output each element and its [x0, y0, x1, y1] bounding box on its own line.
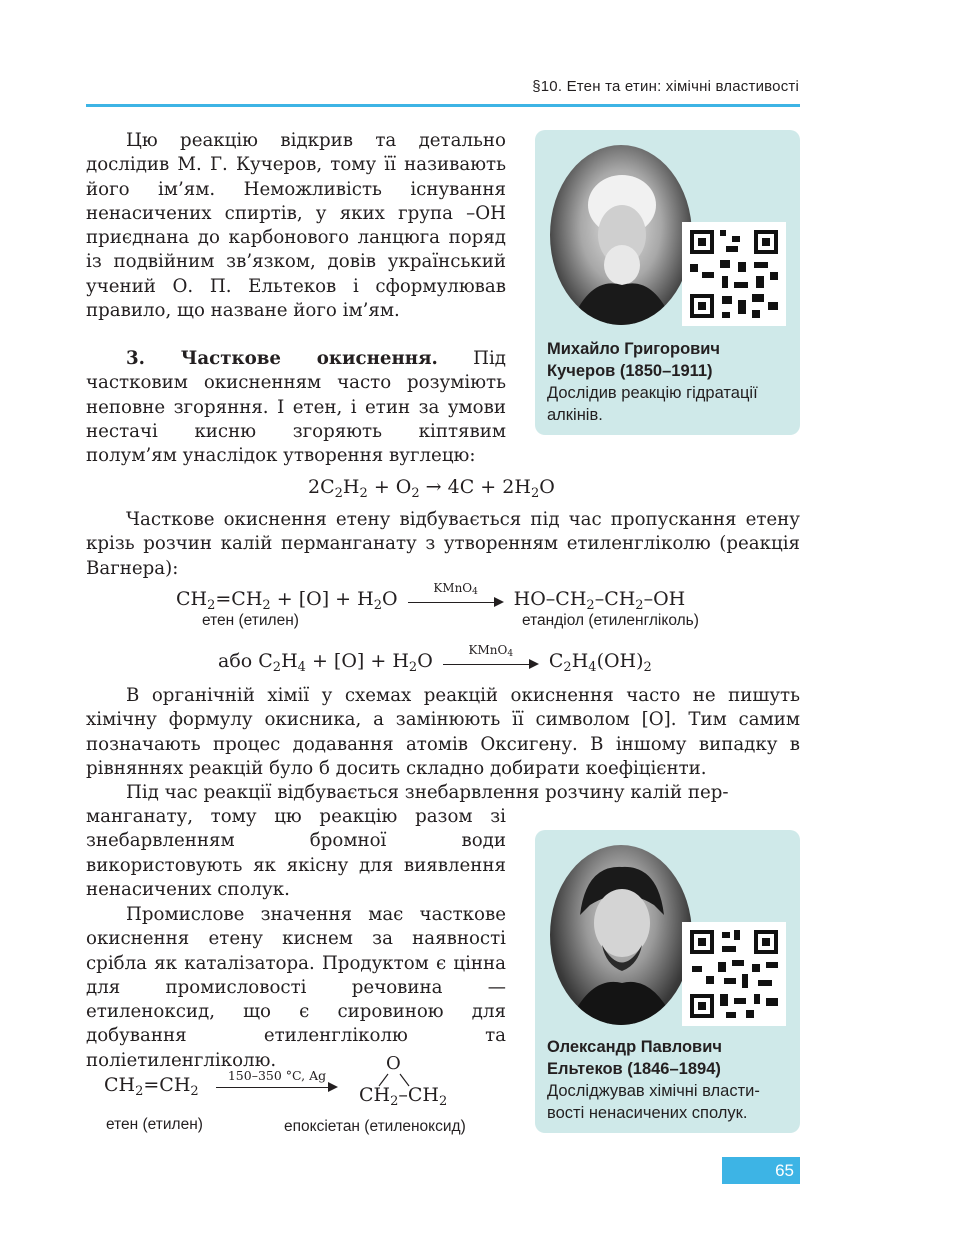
card-desc-line2: алкінів. [547, 406, 603, 424]
card-desc-line1: Досліджував хімічні власти- [547, 1082, 760, 1100]
paragraph-2-text: Під частковим окисненням часто розуміють неповне згоряння. І етен, і етин за умови нестачі кисню згоряють кіптявим полум’ям унаслідок утворення вуглецю: [86, 348, 506, 467]
section-heading: 3. Часткове окиснення. [126, 348, 438, 369]
paragraph-4-text: В органічній хімії у схемах реакцій окиснення часто не пишуть хімічну формулу окисника, а замінюють її символом [O]. Тим самим позначають процес додавання атомів Оксигену. В іншому випадку в рівняннях реакцій було б досить складно добирати коефіцієнти. [86, 685, 800, 779]
paragraph-4 [86, 684, 800, 781]
paragraph-3 [86, 508, 800, 581]
reaction-arrow: KMnO$_4$ [408, 589, 504, 611]
arrow-condition: 150–350 °C, Ag [227, 1068, 327, 1083]
paragraph-1-text: Цю реакцію відкрив та детально дослідив М. Г. Кучеров, тому її називають його ім’ям. Неможливість існування ненасичених спиртів, у яких група –OH приєднана до карбонового ланцюга поряд із подвійним зв’язком, довів український учений О. П. Ельтеков і сформулював правило, що назване його ім’ям. [86, 130, 506, 322]
card-desc-line1: Дослідив реакцію гідратації [547, 384, 758, 402]
equation-epoxidation-right: $CH_2-CH_2$ [359, 1084, 448, 1109]
caption-epoxyethane: епоксіетан (етиленоксид) [284, 1118, 466, 1135]
portrait-eltekov [550, 845, 692, 1025]
epoxide-oxygen: O [386, 1053, 401, 1074]
paragraph-6-text: Промислове значення має часткове окиснення етену киснем за наявності срібла як каталізатора. Продуктом є цінна для промисловості речовина — етиленоксид, що є сировиною для добування етиленгліколю та поліетиленгліколю. [86, 904, 506, 1071]
card-name-line2: Ельтеков (1846–1894) [547, 1060, 721, 1078]
equation-wagner: $CH_2=CH_2 + [O] + H_2O$ KMnO$_4$ $HO-CH_2-CH_2-OH$ [176, 581, 686, 613]
paragraph-6 [86, 903, 506, 1073]
qr-code[interactable] [682, 222, 786, 326]
paragraph-3-text: Часткове окиснення етену відбувається під час пропускання етену крізь розчин калій перманганату з утворенням етиленгліколю (реакція Вагнера): [86, 509, 800, 579]
paragraph-5a [86, 781, 800, 805]
paragraph-1 [86, 129, 506, 323]
paragraph-5a-text: Під час реакції відбувається знебарвлення розчину калій пер- [126, 782, 729, 803]
bio-card-kucherov [535, 130, 800, 435]
equation-epoxidation-left: $CH_2=CH_2$ [104, 1074, 199, 1099]
running-header: §10. Етен та етин: хімічні властивості [532, 78, 799, 95]
portrait-kucherov [550, 145, 692, 325]
qr-code[interactable] [682, 922, 786, 1026]
card-name-line2: Кучеров (1850–1911) [547, 362, 713, 380]
equation-wagner-short: або $C_2H_4 + [O] + H_2O$ KMnO$_4$ $C_2H_4(OH)_2$ [218, 643, 652, 675]
caption-ethene: етен (етилен) [202, 612, 299, 629]
bio-card-eltekov [535, 830, 800, 1133]
caption-ethanediol: етандіол (етиленгліколь) [522, 612, 699, 629]
paragraph-2 [86, 347, 506, 468]
card-name-line1: Олександр Павлович [547, 1038, 722, 1056]
paragraph-5b [86, 805, 506, 902]
card-name-line1: Михайло Григорович [547, 340, 721, 358]
paragraph-5b-text: манганату, тому цю реакцію разом зі знебарвленням бромної води використовують як якісну для виявлення ненасичених сполук. [86, 806, 506, 900]
page-number: 65 [722, 1157, 800, 1184]
equation-combustion: $2C_2H_2 + O_2 \to 4C + 2H_2O$ [308, 476, 555, 501]
header-rule [86, 104, 800, 107]
caption-ethene-2: етен (етилен) [106, 1116, 203, 1133]
card-desc-line2: вості ненасичених сполук. [547, 1104, 748, 1122]
epoxidation-arrow [216, 1068, 338, 1092]
reaction-arrow: KMnO$_4$ [443, 651, 539, 673]
